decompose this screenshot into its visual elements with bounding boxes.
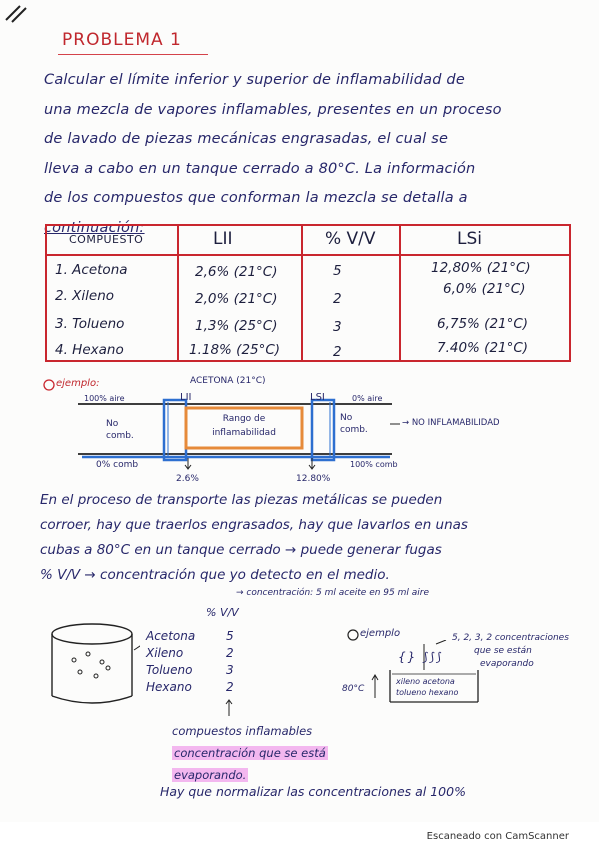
center-box-line: Rango de — [222, 414, 266, 424]
right-box-line: comb. — [340, 425, 368, 435]
row-pct: 5 — [333, 263, 342, 279]
left-bottom-label: 0% comb — [96, 460, 139, 470]
ejemplo-label: ejemplo: — [56, 378, 100, 389]
header-compound: COMPUESTO — [69, 233, 144, 246]
compound-list-item — [146, 662, 234, 679]
right-box-text — [340, 412, 368, 436]
compound-name: Xileno — [146, 646, 184, 660]
compound-value: 3 — [226, 663, 234, 677]
table-header-rule — [47, 254, 569, 256]
caption-line — [172, 742, 328, 764]
header-pct: % V/V — [325, 229, 376, 249]
row-compound: 4. Hexano — [55, 342, 124, 358]
tank-icon — [44, 620, 140, 712]
row-pct: 3 — [333, 319, 342, 335]
right-box-line: No — [340, 413, 353, 423]
right-bottom-label: 100% comb — [350, 460, 398, 469]
lii-label: LII — [180, 392, 192, 403]
caption-line: compuestos inflamables — [172, 724, 313, 738]
table-divider — [301, 226, 303, 360]
compound-list-item — [146, 628, 234, 645]
flammability-diagram — [40, 372, 560, 488]
compound-list-item — [146, 645, 234, 662]
header-lii: LII — [213, 229, 233, 249]
final-note: Hay que normalizar las concentraciones al 100% — [160, 784, 466, 799]
row-lii: 2,0% (21°C) — [195, 291, 278, 307]
left-box-line: No — [106, 419, 119, 429]
compound-name: Acetona — [146, 629, 196, 643]
row-compound: 2. Xileno — [55, 288, 115, 304]
intro-paragraph — [44, 66, 564, 243]
middle-line: % V/V → concentración que yo detecto en el medio. — [40, 567, 390, 583]
compound-list — [146, 628, 234, 696]
ejemplo-label-2: ejemplo — [360, 628, 401, 639]
middle-line: corroer, hay que traerlos engrasados, hay que lavarlos en unas — [40, 517, 468, 533]
concentration-note: → concentración: 5 ml aceite en 95 ml aire — [236, 588, 429, 598]
page-title: PROBLEMA 1 — [62, 30, 182, 50]
vapor-glyphs: {} ⟆⟆⟆ — [398, 650, 444, 664]
title-underline — [58, 54, 208, 55]
row-lsi: 7.40% (21°C) — [437, 340, 529, 356]
pct-header: % V/V — [206, 606, 239, 619]
compound-name: Hexano — [146, 680, 192, 694]
compound-name: Tolueno — [146, 663, 193, 677]
row-lii: 1.18% (25°C) — [189, 342, 281, 358]
right-top-label: 0% aire — [352, 394, 383, 403]
lsi-label: LSI — [310, 392, 325, 403]
temperature-label: 80°C — [342, 684, 365, 694]
middle-paragraph — [40, 488, 570, 588]
corner-mark-icon — [4, 2, 34, 24]
conc-line: que se están — [474, 646, 532, 656]
intro-line: de los compuestos que conforman la mezcla se detalla a — [44, 190, 468, 206]
row-lsi: 6,0% (21°C) — [443, 281, 526, 297]
row-pct: 2 — [333, 344, 342, 360]
intro-line: Calcular el límite inferior y superior de inflamabilidad de — [44, 72, 465, 88]
center-box-line: inflamabilidad — [212, 428, 276, 438]
caption-highlight: evaporando. — [174, 768, 247, 782]
lii-value: 2.6% — [176, 474, 199, 484]
container-contents — [396, 676, 458, 698]
left-box-text — [106, 418, 134, 442]
compound-list-item — [146, 679, 234, 696]
scanner-watermark: Escaneado con CamScanner — [426, 831, 569, 842]
temp-arrow-icon — [370, 672, 380, 700]
inflammable-caption — [172, 720, 328, 786]
intro-line: lleva a cabo en un tanque cerrado a 80°C. La información — [44, 160, 476, 177]
left-top-label: 100% aire — [84, 394, 125, 403]
compound-value: 2 — [226, 646, 234, 660]
acetona-title: ACETONA (21°C) — [190, 376, 266, 386]
intro-line: continuación: — [44, 219, 145, 236]
compound-value: 5 — [226, 629, 234, 643]
caption-line — [172, 764, 328, 786]
container-line: xileno acetona — [396, 677, 455, 686]
left-box-line: comb. — [106, 431, 134, 441]
intro-line: una mezcla de vapores inflamables, presentes en un proceso — [44, 101, 502, 118]
compound-value: 2 — [226, 680, 234, 694]
row-lsi: 6,75% (21°C) — [437, 316, 529, 332]
center-box-text — [202, 412, 286, 440]
middle-line: cubas a 80°C en un tanque cerrado → puede generar fugas — [40, 542, 442, 558]
header-lsi: LSi — [457, 229, 482, 249]
up-arrow-icon — [224, 698, 234, 718]
table-divider — [399, 226, 401, 360]
middle-line: En el proceso de transporte las piezas metálicas se pueden — [40, 492, 443, 508]
container-line: tolueno hexano — [396, 688, 459, 697]
row-compound: 3. Tolueno — [55, 316, 125, 332]
row-lsi: 12,80% (21°C) — [431, 260, 531, 276]
conc-line: evaporando — [480, 659, 534, 669]
lsi-value: 12.80% — [296, 474, 331, 484]
row-pct: 2 — [333, 291, 342, 307]
table-divider — [177, 226, 179, 360]
compounds-table — [45, 224, 571, 362]
intro-line: de lavado de piezas mecánicas engrasadas, el cual se — [44, 131, 449, 147]
conc-line: 5, 2, 3, 2 concentraciones — [452, 633, 569, 643]
caption-highlight: concentración que se está — [174, 746, 326, 760]
no-inflamabilidad-label: → NO INFLAMABILIDAD — [402, 418, 500, 428]
row-lii: 1,3% (25°C) — [195, 318, 278, 334]
row-lii: 2,6% (21°C) — [195, 264, 278, 280]
row-compound: 1. Acetona — [55, 262, 128, 278]
ejemplo-bullet-icon — [346, 628, 360, 642]
